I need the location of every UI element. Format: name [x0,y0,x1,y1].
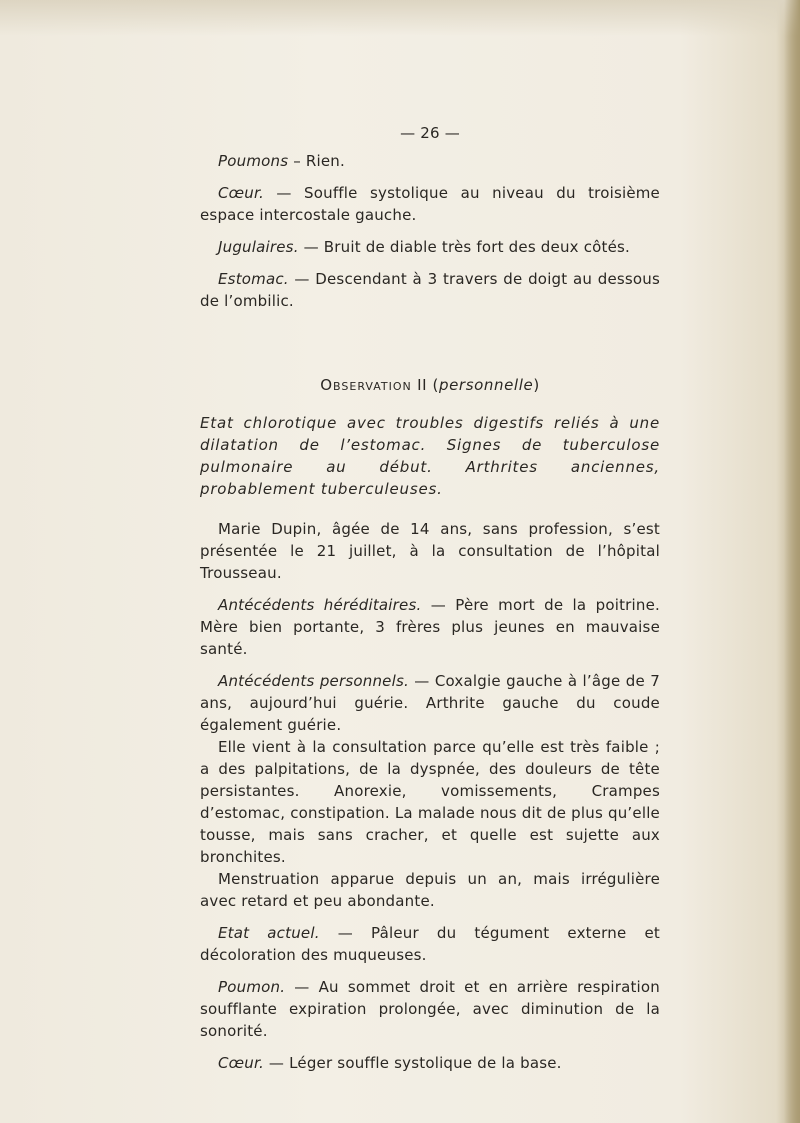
current-state-text: — Pâleur du tégument externe et décoloration des muqueuses. [200,924,660,964]
exam-jugular [200,236,660,258]
consultation-reason: Elle vient à la consultation parce qu’elle est très faible ; a des palpitations, de la dyspnée, des douleurs de tête persistantes. Anorexie, vomissements, Crampes d’estomac, constipation. La malade nous dit de plus qu’elle tousse, mais sans cracher, et quelle est sujette aux bronchites. [200,738,660,866]
personal-text: — Coxalgie gauche à l’âge de 7 ans, aujourd’hui guérie. Arthrite gauche du coude également guérie. [200,672,660,734]
heart-findings-text: — Léger souffle systolique de la base. [263,1054,562,1072]
heart-findings [200,1052,660,1074]
exam-stomach [200,268,660,312]
lung-findings-label: Poumon. [218,978,286,996]
current-state-label: Etat actuel. [218,924,320,942]
exam-lungs-text: – Rien. [288,152,345,170]
exam-heart [200,182,660,226]
exam-heart-label: Cœur. [218,184,264,202]
personal-label: Antécédents personnels. [218,672,409,690]
observation-summary: Etat chlorotique avec troubles digestifs reliés à une dilatation de l’estomac. Signes de tuberculose pulmonaire au début. Arthrites anciennes, probablement tuberculeuses. [200,414,660,498]
observation-heading: Observation II (personnelle) [320,376,540,394]
page-content [200,122,660,1074]
page-right-edge-shadow [784,0,800,1123]
exam-jugular-text: — Bruit de diable très fort des deux côtés. [298,238,631,256]
observation-qualifier: personnelle [438,376,534,394]
hereditary-history [200,594,660,660]
exam-lungs [200,150,660,172]
lung-findings-text: — Au sommet droit et en arrière respiration soufflante expiration prolongée, avec diminution de la sonorité. [200,978,660,1040]
exam-heart-text: — Souffle systolique au niveau du troisième espace intercostale gauche. [200,184,660,224]
observation-title: Observation [320,376,412,394]
personal-history [200,670,660,736]
observation-number: II [417,376,428,394]
exam-stomach-text: — Descendant à 3 travers de doigt au dessous de l’ombilic. [200,270,660,310]
heart-findings-label: Cœur. [218,1054,264,1072]
lung-findings [200,976,660,1042]
hereditary-text: — Père mort de la poitrine. Mère bien portante, 3 frères plus jeunes en mauvaise santé. [200,596,660,658]
page-number: — 26 — [400,124,460,142]
hereditary-label: Antécédents héréditaires. [218,596,422,614]
exam-stomach-label: Estomac. [218,270,289,288]
exam-jugular-label: Jugulaires. [218,238,299,256]
patient-intro: Marie Dupin, âgée de 14 ans, sans profession, s’est présentée le 21 juillet, à la consultation de l’hôpital Trousseau. [200,520,660,582]
current-state [200,922,660,966]
page-top-shadow [0,0,800,36]
exam-lungs-label: Poumons [218,152,289,170]
menstruation: Menstruation apparue depuis un an, mais irrégulière avec retard et peu abondante. [200,870,660,910]
